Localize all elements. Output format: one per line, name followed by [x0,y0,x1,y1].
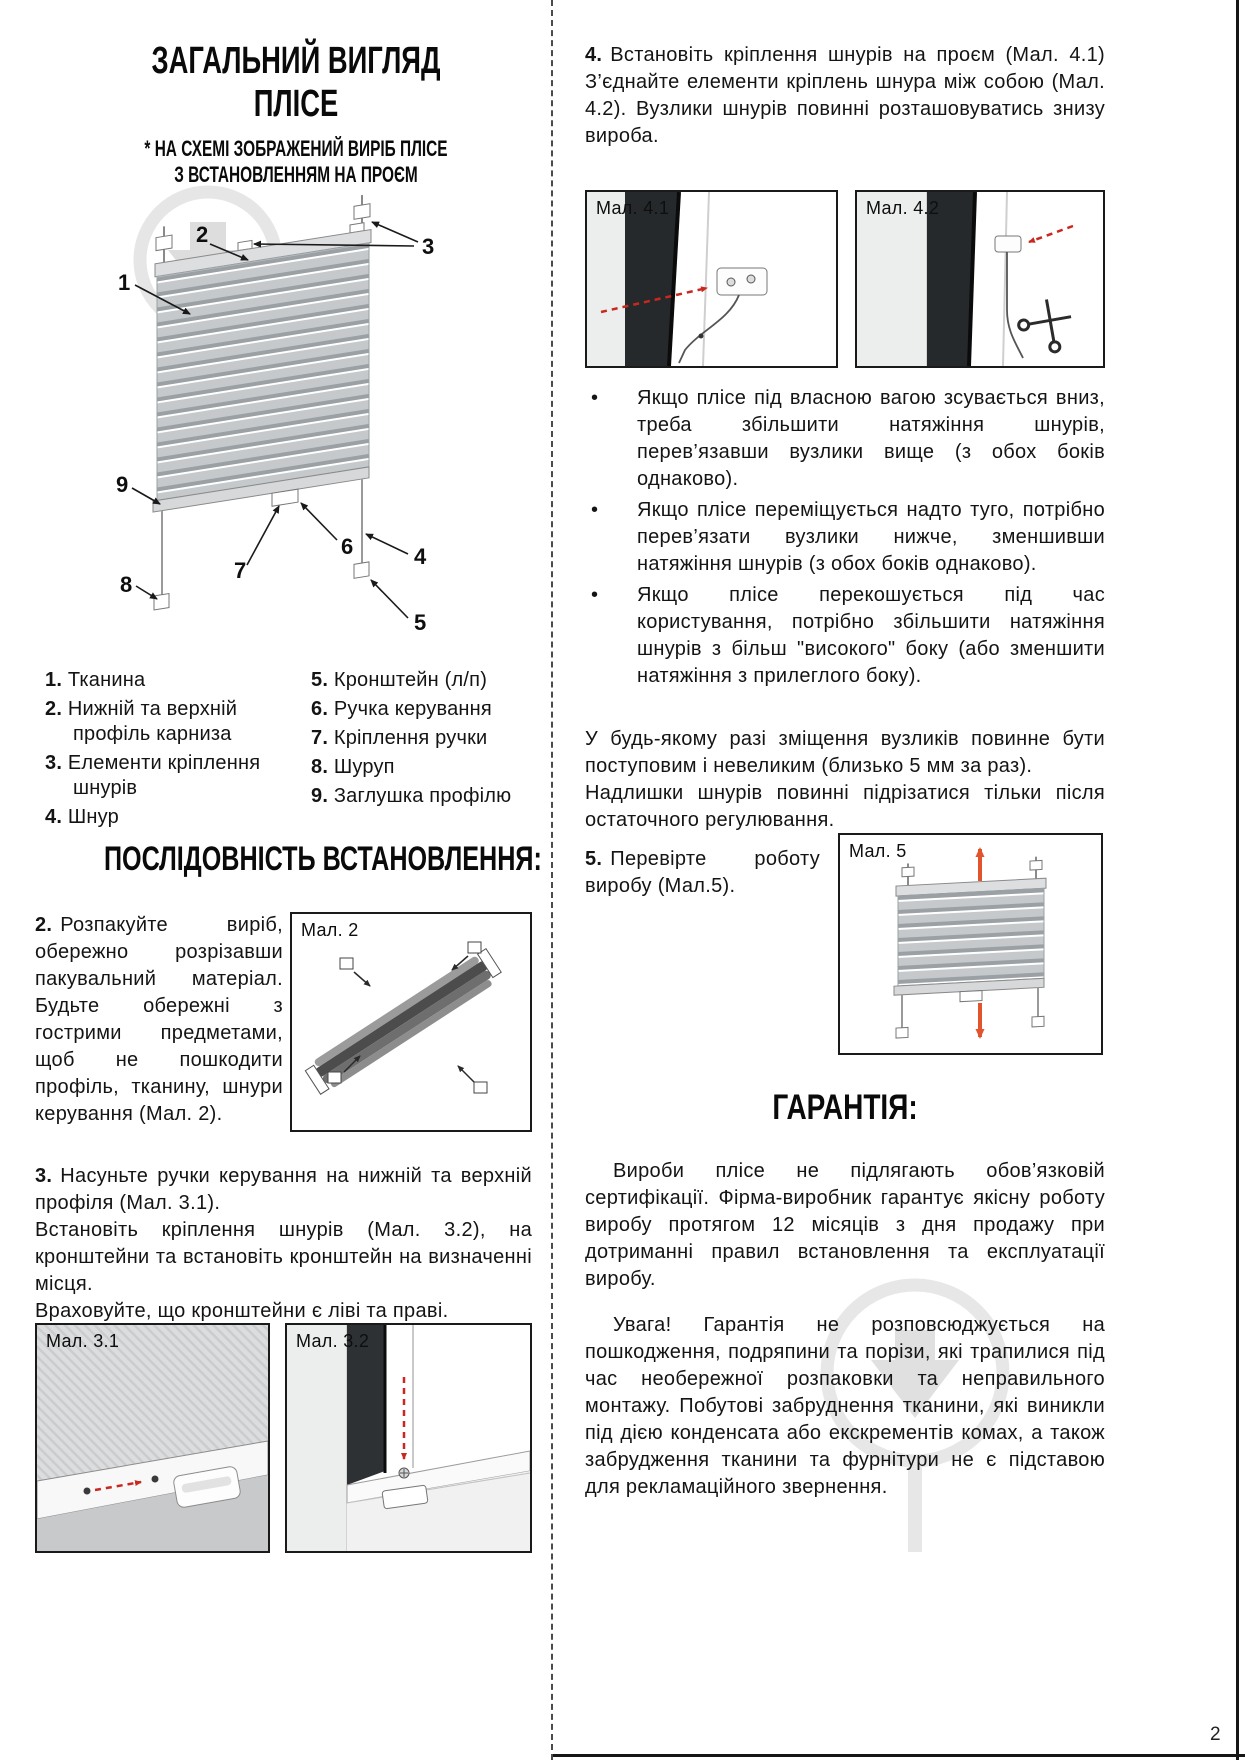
legend-item-6: 6. Ручка керування [311,698,492,720]
callout-7: 7 [234,558,247,583]
overview-subtitle-line1: * НА СХЕМІ ЗОБРАЖЕНИЙ ВИРІБ ПЛІСЕ [144,136,448,161]
callout-2: 2 [196,222,209,247]
bottom-edge-line [553,1754,1245,1757]
step-3-line1: Насуньте ручки керування на нижній та верхній профіля (Мал. 3.1). [35,1165,532,1214]
bullet-item-3: • Якщо плісе перекошується під час користування, потрібно збільшити натяжіння шнурів з більш "високого" боку (або зменшити натяжіння з прилеглого боку). [585,582,1105,690]
left-bottom-bracket [154,594,169,610]
blind-fabric [157,243,369,501]
bullet-item-1: • Якщо плісе під власною вагою зсувається вниз, треба збільшити натяжіння шнурів, перев’язавши вузлики вище (з обох боків однаково). [585,385,1105,493]
step-4-text: Встановіть кріплення шнурів на проєм (Мал. 4.1) З’єднайте елементи кріплень шнура між собою (Мал. 4.2). Вузлики шнурів повинні розташовуватись знизу вироба. [585,44,1105,147]
warranty-paragraph-2: Увага! Гарантія не розповсюджується на пошкодження, подряпини та порізи, які трапилися під час необережної розпаковки та неправильного монтажу. Побутові забруднення тканини, які виникли під дією конденсата або екскрементів комах, а також забрудження тканини та фурнітури не є підставою для рекламаційного звернення. [585,1314,1105,1498]
overview-title [126,40,466,126]
figure-2-label: Мал. 2 [301,920,359,940]
window-corner-icon [287,1325,530,1551]
step-5-text: Перевірте роботу виробу (Мал.5). [585,848,820,897]
warranty-paragraph-1: Вироби плісе не підлягають обов’язковій сертифікації. Фірма-виробник гарантує якісну роботу виробу протягом 12 місяців з дня продажу при дотриманні правил встановлення та експлуатації виробу. [585,1160,1105,1290]
figure-5-label: Мал. 5 [849,841,907,861]
figure-4-1 [585,190,838,368]
overview-subtitle-line2: З ВСТАНОВЛЕННЯМ НА ПРОЄМ [174,162,418,187]
legend-item-8: 8. Шуруп [311,756,395,778]
note-paragraph-1: У будь-якому разі зміщення вузликів повинне бути поступовим і невеликим (близько 5 мм за раз). [585,728,1105,777]
step-3-line2: Встановіть кріплення шнурів (Мал. 3.2), на кронштейни та встановіть кронштейн на визначенні місця. [35,1219,532,1295]
warranty-heading: ГАРАНТІЯ: [772,1088,918,1127]
step-3-paragraph [35,1163,532,1325]
step-5-number: 5. [585,848,603,870]
step-2-paragraph [35,912,283,1128]
callout-9: 9 [116,472,129,497]
figure-3-2-label: Мал. 3.2 [296,1331,370,1351]
overview-title-line1: ЗАГАЛЬНИЙ ВИГЛЯД [151,40,441,82]
legend-item-7: 7. Кріплення ручки [311,727,488,749]
cord-knot [699,334,704,339]
legend-item-9: 9. Заглушка профілю [311,785,512,807]
adjustment-notes [585,726,1105,834]
small-pleated-blind [894,856,1046,1038]
right-edge-line [1236,0,1239,1760]
callout-5: 5 [414,610,427,635]
legend-left-column [45,668,297,834]
legend-item-4: 4. Шнур [45,806,119,828]
profile-closeup-icon [37,1325,268,1551]
figure-3-1-label: Мал. 3.1 [46,1331,120,1351]
right-bottom-bracket [354,562,369,578]
callout-1: 1 [118,270,131,295]
figure-5 [838,833,1103,1055]
check-operation-icon [840,835,1101,1053]
callout-6: 6 [341,534,354,559]
legend-item-1: 1. Тканина [45,669,146,691]
figure-4-2-label: Мал. 4.2 [866,198,940,218]
step-4-number: 4. [585,44,603,66]
figure-3-2 [285,1323,532,1553]
cord-guide [995,236,1021,252]
step-4-paragraph [585,42,1105,150]
step-2-number: 2. [35,914,53,936]
step-2-text: Розпакуйте виріб, обережно розрізавши пакувальний матеріал. Будьте обережні з гострими предметами, щоб не пошкодити профіль, тканину, шнури керування (Мал. 2). [35,914,283,1125]
callout-3: 3 [422,234,435,259]
figure-2 [290,912,532,1132]
legend-item-3: 3. Елементи кріплення шнурів [45,752,261,799]
blind-overview-diagram [40,182,532,664]
step-5-paragraph [585,846,820,900]
adjustment-bullets [585,385,1105,694]
page-number: 2 [1210,1724,1221,1745]
overview-title-line2: ПЛІСЕ [253,83,339,125]
figure-4-1-label: Мал. 4.1 [596,198,670,218]
legend-item-5: 5. Кронштейн (л/п) [311,669,488,691]
step-3-number: 3. [35,1165,53,1187]
blind-diagram-svg [40,182,532,664]
overview-subtitle [131,136,461,188]
cord-bracket [717,268,767,295]
callout-4: 4 [414,544,427,569]
sequence-heading: ПОСЛІДОВНІСТЬ ВСТАНОВЛЕННЯ: [103,840,542,878]
step-3-line3: Враховуйте, що кронштейни є ліві та праві. [35,1300,449,1322]
figure-3-1 [35,1323,270,1553]
legend-item-2: 2. Нижній та верхній профіль карниза [45,698,238,745]
legend-right-column [311,668,532,834]
bullet-item-2: • Якщо плісе переміщується надто туго, потрібно перев’язати вузлики нижче, зменшивши натяжіння шнурів (з обох боків однаково). [585,497,1105,578]
rolled-blind-icon [292,914,530,1130]
legend [45,668,532,834]
figure-4-2 [855,190,1105,368]
callout-8: 8 [120,572,133,597]
center-divider [551,0,553,1760]
note-paragraph-2: Надлишки шнурів повинні підрізатися тільки після остаточного регулювання. [585,782,1105,831]
